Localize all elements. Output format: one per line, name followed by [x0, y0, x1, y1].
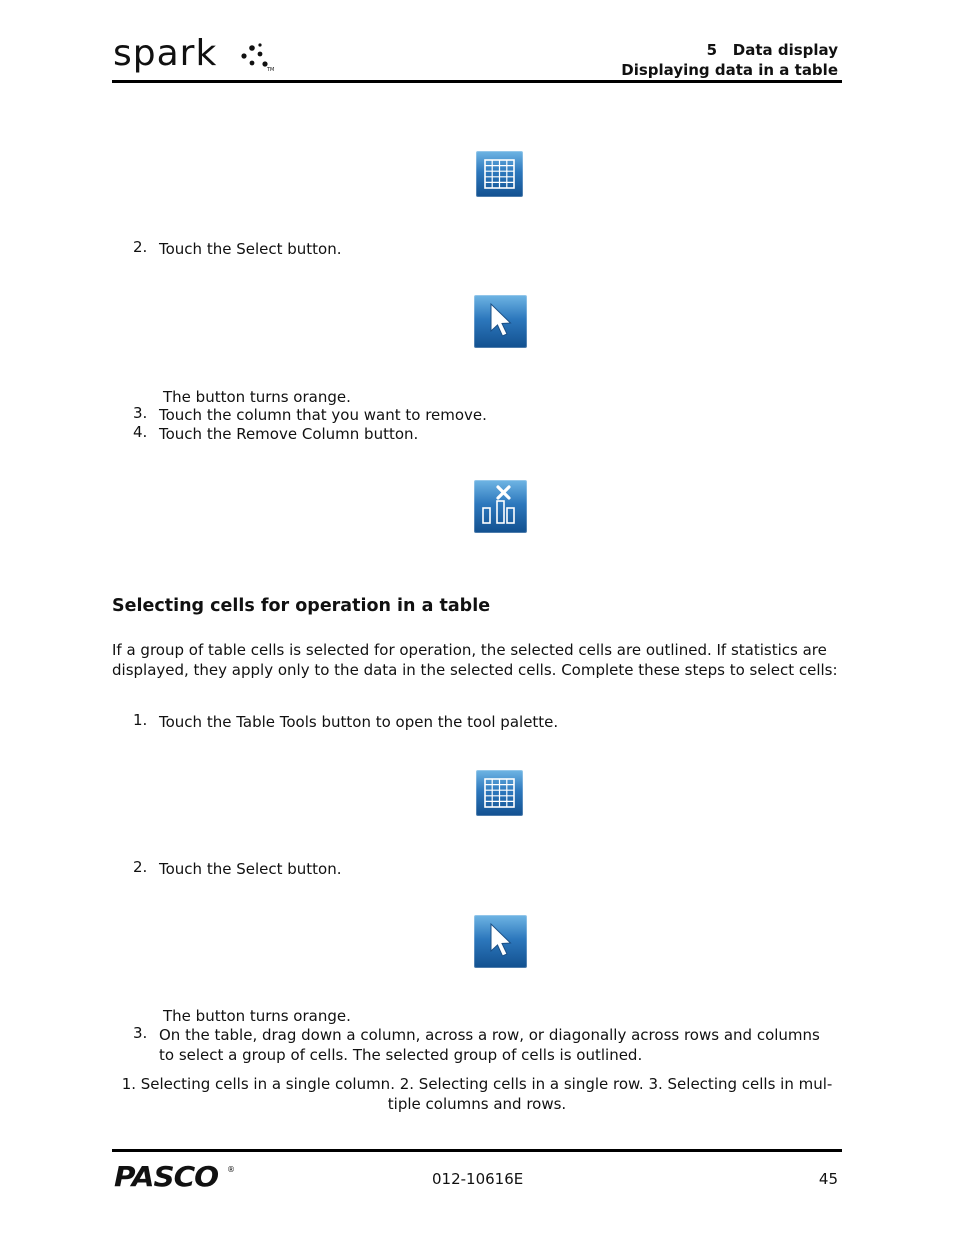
pasco-logo: PASCO [114, 1160, 219, 1193]
step-text: Touch the column that you want to remove. [159, 406, 487, 424]
header-rule [112, 80, 842, 83]
figure-caption: 1. Selecting cells in a single column. 2. Selecting cells in a single row. 3. Selecting cells in mul-tiple columns and rows. [121, 1075, 833, 1113]
step-number: 2. [133, 238, 148, 256]
footer-rule [112, 1149, 842, 1152]
step-text: Touch the Remove Column button. [159, 425, 419, 443]
table-tools-icon [476, 151, 523, 197]
step-number: 3. [133, 1024, 148, 1042]
remove-column-icon [474, 480, 527, 533]
step-text: Touch the Table Tools button to open the tool palette. [159, 713, 559, 731]
page-number: 45 [818, 1170, 838, 1188]
document-number: 012-10616E [432, 1170, 524, 1188]
chapter-title: 5 Data display [706, 41, 838, 59]
step-number: 1. [133, 711, 148, 729]
step-text: On the table, drag down a column, across a row, or diagonally across rows and columns to select a group of cells. The selected group of cells is outlined. [159, 1026, 820, 1064]
step-text: Touch the Select button. [159, 240, 342, 258]
intro-paragraph: If a group of table cells is selected for operation, the selected cells are outlined. If statistics are displayed, they apply only to the data in the selected cells. Complete these steps to select cells: [112, 641, 838, 679]
registered-mark: ® [227, 1165, 235, 1174]
section-heading: Displaying data in a table [621, 61, 838, 79]
step-number: 4. [133, 423, 148, 441]
select-arrow-icon [474, 915, 527, 968]
section-title: Selecting cells for operation in a table [112, 596, 491, 616]
step-text: Touch the Select button. [159, 860, 342, 878]
note-text: The button turns orange. [163, 1007, 351, 1025]
spark-logo: spark [113, 33, 218, 74]
step-number: 2. [133, 858, 148, 876]
note-text: The button turns orange. [163, 388, 351, 406]
select-arrow-icon [474, 295, 527, 348]
step-number: 3. [133, 404, 148, 422]
trademark: TM [267, 67, 275, 73]
table-tools-icon [476, 770, 523, 816]
running-header [621, 40, 838, 80]
